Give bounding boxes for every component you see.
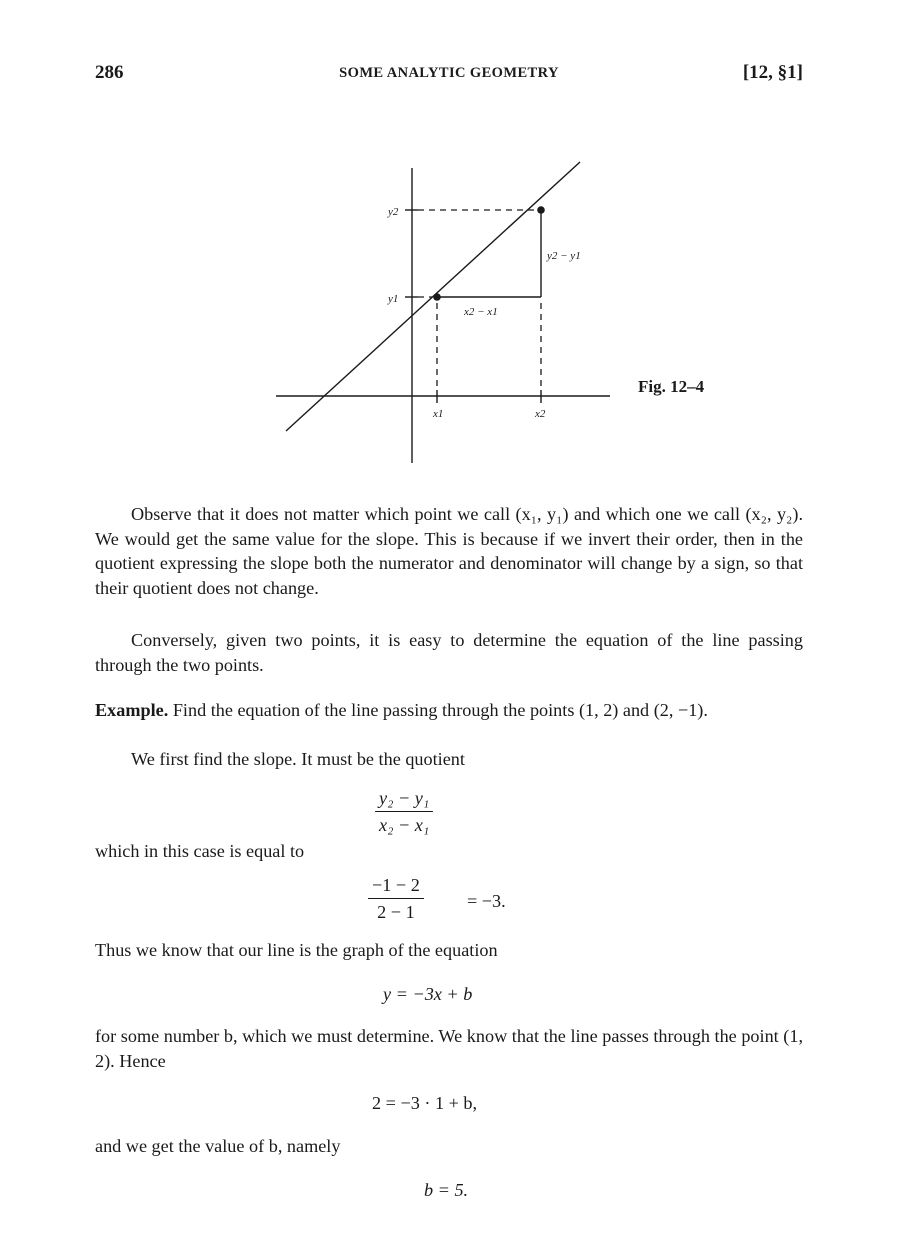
label-y1: y1 <box>388 293 399 305</box>
section-reference: [12, §1] <box>742 62 803 83</box>
paragraph-equal-to: which in this case is equal to <box>95 841 305 861</box>
slope-calculation-fraction <box>368 875 424 923</box>
label-y2: y2 <box>388 206 399 218</box>
label-x1: x1 <box>433 408 444 420</box>
paragraph-observe: Observe that it does not matter which point we call (x₁, y₁) and which one we call (x₂, y₂). We would get the same value for the slope. This is because if we invert their order, then in the quotient expressing the slope both the numerator and denominator will change by a sign, so that their quotient does not change. <box>95 504 803 598</box>
point-1 <box>433 293 441 301</box>
calc-result: = −3. <box>467 891 506 911</box>
point-2 <box>537 206 545 214</box>
paragraph-conversely: Conversely, given two points, it is easy to determine the equation of the line passing through the two points. <box>95 630 803 675</box>
example-paragraph <box>95 698 803 723</box>
paragraph-determine-b: for some number b, which we must determine. We know that the line passes through the point (1, 2). Hence <box>95 1026 803 1071</box>
paragraph-value-of-b: and we get the value of b, namely <box>95 1136 341 1156</box>
label-rise: y2 − y1 <box>547 250 581 262</box>
line-equation: y = −3x + b <box>383 984 473 1004</box>
slope-numerator: y₂ − y₁ <box>375 788 433 812</box>
example-label: Example. <box>95 700 169 720</box>
calc-numerator: −1 − 2 <box>368 875 424 899</box>
slope-figure <box>0 0 898 500</box>
paragraph-graph-intro: Thus we know that our line is the graph of the equation <box>95 940 498 960</box>
substitution-equation: 2 = −3 · 1 + b, <box>372 1093 478 1113</box>
label-x2: x2 <box>535 408 546 420</box>
running-title: SOME ANALYTIC GEOMETRY <box>339 65 559 81</box>
slope-fraction <box>375 788 433 836</box>
label-run: x2 − x1 <box>464 306 498 318</box>
page-number: 286 <box>95 62 124 83</box>
figure-caption: Fig. 12–4 <box>638 377 705 396</box>
slope-denominator: x₂ − x₁ <box>379 815 430 835</box>
b-value-equation: b = 5. <box>424 1180 469 1200</box>
calc-denominator: 2 − 1 <box>377 902 415 922</box>
paragraph-slope-intro: We first find the slope. It must be the quotient <box>131 749 465 769</box>
example-text: Find the equation of the line passing through the points (1, 2) and (2, −1). <box>172 700 708 720</box>
